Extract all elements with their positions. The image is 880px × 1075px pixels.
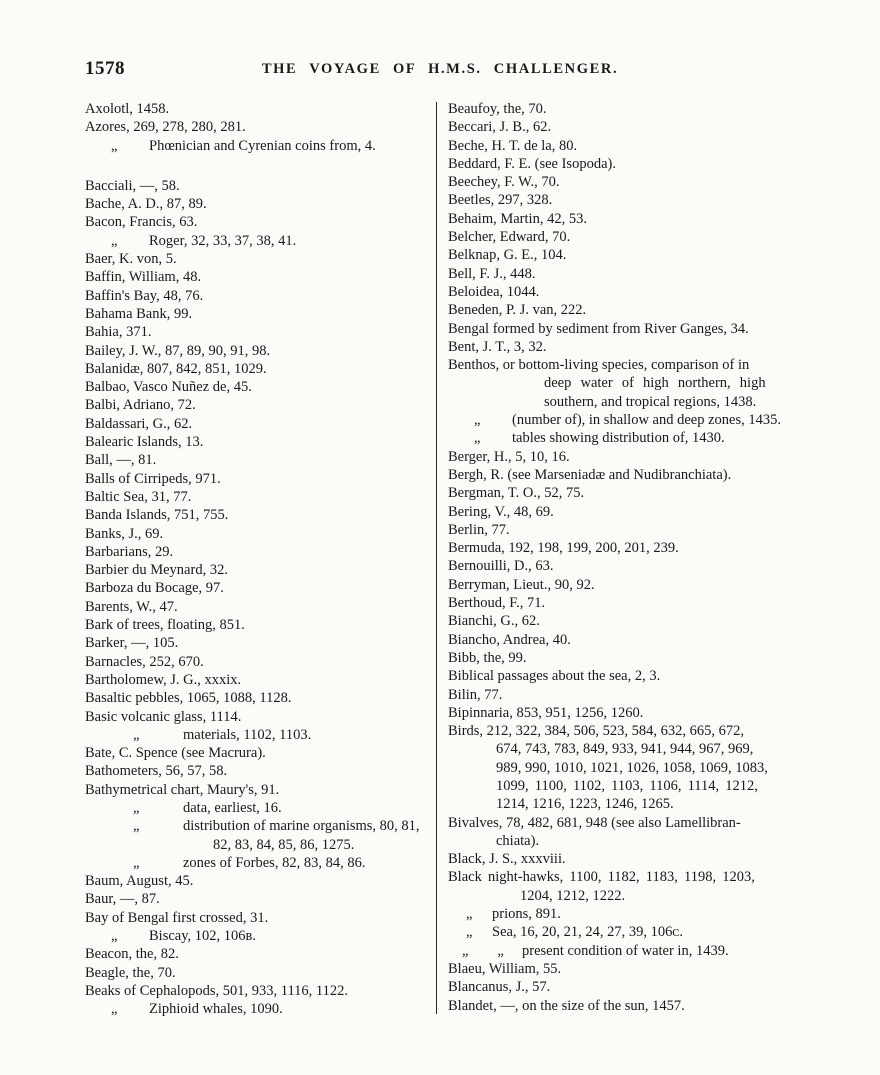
index-entry-text: Phœnician and Cyrenian coins from, 4.	[149, 137, 376, 154]
index-line	[85, 268, 436, 286]
index-line	[85, 854, 436, 872]
index-entry-text: Barents, W., 47.	[85, 598, 178, 615]
index-entry-text: Berryman, Lieut., 90, 92.	[448, 576, 595, 593]
index-line	[85, 323, 436, 341]
index-entry-text: Black, J. S., xxxviii.	[448, 851, 566, 868]
index-entry-text: 1204, 1212, 1222.	[520, 887, 626, 904]
index-line	[448, 594, 812, 612]
index-line	[448, 411, 812, 429]
index-entry-text: zones of Forbes, 82, 83, 84, 86.	[183, 854, 366, 871]
index-entry-text: prions, 891.	[492, 906, 561, 923]
index-line	[448, 649, 812, 667]
index-entry-text: Bacciali, —, 58.	[85, 177, 180, 194]
index-line	[85, 890, 436, 908]
index-entry-text: Berthoud, F., 71.	[448, 595, 546, 612]
index-line	[448, 704, 812, 722]
index-entry-text: Beaks of Cephalopods, 501, 933, 1116, 1122.	[85, 982, 348, 999]
index-line	[85, 232, 436, 250]
index-line	[448, 503, 812, 521]
index-line	[85, 137, 436, 155]
ditto-mark: „	[111, 137, 118, 154]
index-line	[448, 137, 812, 155]
index-line	[85, 118, 436, 136]
index-line	[85, 342, 436, 360]
index-entry-text: Bathometers, 56, 57, 58.	[85, 763, 228, 780]
index-line	[85, 872, 436, 890]
index-entry-text: Bent, J. T., 3, 32.	[448, 338, 547, 355]
index-entry-text: (number of), in shallow and deep zones, 1435.	[512, 412, 781, 429]
ditto-mark: „	[111, 1001, 118, 1018]
index-line	[448, 557, 812, 575]
index-line	[85, 506, 436, 524]
index-entry-text: 989, 990, 1010, 1021, 1026, 1058, 1069, 1083,	[496, 759, 768, 776]
index-line	[448, 795, 812, 813]
index-line	[85, 213, 436, 231]
section-gap	[85, 155, 436, 177]
index-entry-text: Benthos, or bottom-living species, comparison of in	[448, 357, 750, 374]
index-entry-text: Baur, —, 87.	[85, 891, 160, 908]
index-line	[85, 1000, 436, 1018]
index-line	[448, 429, 812, 447]
index-entry-text: Banda Islands, 751, 755.	[85, 507, 229, 524]
index-entry-text: Beacon, the, 82.	[85, 946, 179, 963]
index-entry-text: 1214, 1216, 1223, 1246, 1265.	[496, 796, 674, 813]
index-line	[85, 982, 436, 1000]
index-entry-text: Biblical passages about the sea, 2, 3.	[448, 668, 661, 685]
index-entry-text: Biscay, 102, 106ʙ.	[149, 928, 256, 945]
index-line	[85, 579, 436, 597]
ditto-mark: „	[466, 924, 473, 941]
index-line	[448, 191, 812, 209]
index-line	[448, 759, 812, 777]
index-entry-text: Baldassari, G., 62.	[85, 415, 193, 432]
index-column-left	[85, 100, 436, 1019]
index-line	[85, 909, 436, 927]
index-entry-text: Beloidea, 1044.	[448, 283, 540, 300]
index-line	[448, 978, 812, 996]
index-column-right	[437, 100, 812, 1015]
index-entry-text: Bianchi, G., 62.	[448, 613, 540, 630]
index-line	[85, 616, 436, 634]
index-entry-text: Bibb, the, 99.	[448, 649, 527, 666]
index-line	[85, 964, 436, 982]
index-entry-text: Blaeu, William, 55.	[448, 960, 562, 977]
index-entry-text: Barker, —, 105.	[85, 635, 179, 652]
index-columns	[85, 100, 813, 1019]
ditto-mark: „	[133, 799, 140, 816]
index-entry-text: Birds, 212, 322, 384, 506, 523, 584, 632, 665, 672,	[448, 723, 745, 740]
index-entry-text: Bergh, R. (see Marseniadæ and Nudibranchiata).	[448, 466, 732, 483]
index-entry-text: Bilin, 77.	[448, 686, 503, 703]
index-entry-text: Berger, H., 5, 10, 16.	[448, 448, 570, 465]
index-line	[85, 488, 436, 506]
index-entry-text: Bahia, 371.	[85, 324, 152, 341]
index-entry-text: Blandet, —, on the size of the sun, 1457.	[448, 997, 685, 1014]
index-entry-text: Balbi, Adriano, 72.	[85, 397, 196, 414]
index-entry-text: Bay of Bengal first crossed, 31.	[85, 909, 269, 926]
index-line	[85, 744, 436, 762]
index-line	[448, 722, 812, 740]
index-line	[85, 287, 436, 305]
index-entry-text: Bailey, J. W., 87, 89, 90, 91, 98.	[85, 342, 271, 359]
ditto-mark: „	[111, 928, 118, 945]
index-entry-text: materials, 1102, 1103.	[183, 726, 312, 743]
index-line	[448, 868, 812, 886]
index-entry-text: Azores, 269, 278, 280, 281.	[85, 119, 246, 136]
index-entry-text: 674, 743, 783, 849, 933, 941, 944, 967, 969,	[496, 741, 754, 758]
index-line	[448, 905, 812, 923]
index-entry-text: Beechey, F. W., 70.	[448, 174, 560, 191]
index-line	[448, 832, 812, 850]
index-line	[448, 942, 812, 960]
index-line	[85, 781, 436, 799]
index-entry-text: Beaufoy, the, 70.	[448, 101, 547, 117]
index-entry-text: Beddard, F. E. (see Isopoda).	[448, 155, 616, 172]
index-line	[85, 598, 436, 616]
index-line	[448, 301, 812, 319]
index-line	[85, 634, 436, 652]
index-line	[448, 997, 812, 1015]
index-entry-text: Bartholomew, J. G., xxxix.	[85, 671, 242, 688]
index-entry-text: Balearic Islands, 13.	[85, 434, 204, 451]
index-entry-text: Bathymetrical chart, Maury's, 91.	[85, 781, 280, 798]
index-line	[448, 521, 812, 539]
index-entry-text: Biancho, Andrea, 40.	[448, 631, 571, 648]
index-line	[448, 173, 812, 191]
index-entry-text: Baltic Sea, 31, 77.	[85, 488, 192, 505]
index-entry-text: Bate, C. Spence (see Macrura).	[85, 745, 266, 762]
ditto-mark: „	[474, 412, 481, 429]
index-line	[448, 466, 812, 484]
index-entry-text: Bahama Bank, 99.	[85, 305, 193, 322]
index-entry-text: Balanidæ, 807, 842, 851, 1029.	[85, 360, 267, 377]
index-line	[85, 451, 436, 469]
index-entry-text: Balbao, Vasco Nuñez de, 45.	[85, 379, 252, 396]
index-entry-text: Baer, K. von, 5.	[85, 251, 177, 268]
index-entry-text: Bell, F. J., 448.	[448, 265, 536, 282]
index-line	[85, 762, 436, 780]
index-line	[85, 543, 436, 561]
ditto-mark: „	[466, 906, 473, 923]
index-entry-text: Baum, August, 45.	[85, 873, 194, 890]
index-line	[85, 836, 436, 854]
index-line	[85, 378, 436, 396]
index-line	[448, 740, 812, 758]
index-line	[85, 653, 436, 671]
index-entry-text: Basic volcanic glass, 1114.	[85, 708, 242, 725]
index-line	[448, 777, 812, 795]
index-entry-text: Bivalves, 78, 482, 681, 948 (see also Lamellibran-	[448, 814, 741, 831]
index-line	[448, 283, 812, 301]
index-entry-text: Barboza du Bocage, 97.	[85, 580, 224, 597]
index-line	[448, 228, 812, 246]
index-line	[448, 686, 812, 704]
index-line	[85, 360, 436, 378]
index-entry-text: data, earliest, 16.	[183, 799, 282, 816]
index-line	[448, 210, 812, 228]
index-entry-text: Bergman, T. O., 52, 75.	[448, 485, 585, 502]
ditto-mark: „	[474, 430, 481, 447]
index-line	[448, 393, 812, 411]
index-line	[448, 374, 812, 392]
index-line	[448, 960, 812, 978]
index-line	[448, 448, 812, 466]
index-entry-text: Belknap, G. E., 104.	[448, 247, 567, 264]
index-line	[85, 799, 436, 817]
index-entry-text: Sea, 16, 20, 21, 24, 27, 39, 106ᴄ.	[492, 924, 683, 941]
index-entry-text: Beche, H. T. de la, 80.	[448, 137, 578, 154]
index-line	[448, 155, 812, 173]
index-entry-text: 82, 83, 84, 85, 86, 1275.	[213, 836, 355, 853]
index-entry-text: Bengal formed by sediment from River Ganges, 34.	[448, 320, 749, 337]
index-entry-text: Axolotl, 1458.	[85, 101, 170, 117]
index-line	[85, 561, 436, 579]
index-line	[85, 100, 436, 118]
index-entry-text: Berlin, 77.	[448, 521, 510, 538]
index-line	[85, 708, 436, 726]
index-line	[85, 817, 436, 835]
index-line	[448, 667, 812, 685]
index-entry-text: southern, and tropical regions, 1438.	[544, 393, 757, 410]
index-entry-text: Bark of trees, floating, 851.	[85, 617, 245, 634]
index-entry-text: distribution of marine organisms, 80, 81,	[183, 818, 420, 835]
ditto-mark: „	[111, 232, 118, 249]
ditto-mark: „	[133, 818, 140, 835]
index-line	[85, 726, 436, 744]
index-line	[448, 265, 812, 283]
index-entry-text: Banks, J., 69.	[85, 525, 164, 542]
ditto-mark: „	[133, 726, 140, 743]
index-entry-text: tables showing distribution of, 1430.	[512, 430, 725, 447]
index-line	[85, 470, 436, 488]
index-line	[448, 576, 812, 594]
index-entry-text: Beetles, 297, 328.	[448, 192, 553, 209]
index-entry-text: Balls of Cirripeds, 971.	[85, 470, 221, 487]
index-entry-text: present condition of water in, 1439.	[522, 942, 729, 959]
index-line	[448, 539, 812, 557]
index-entry-text: Belcher, Edward, 70.	[448, 229, 571, 246]
index-entry-text: 1099, 1100, 1102, 1103, 1106, 1114, 1212,	[496, 777, 758, 794]
index-line	[448, 484, 812, 502]
index-line	[85, 305, 436, 323]
index-entry-text: Baffin's Bay, 48, 76.	[85, 287, 204, 304]
index-line	[85, 671, 436, 689]
index-line	[448, 100, 812, 118]
page-number: 1578	[85, 58, 125, 79]
index-line	[448, 246, 812, 264]
index-line	[448, 631, 812, 649]
index-entry-text: Bacon, Francis, 63.	[85, 214, 198, 231]
index-entry-text: Roger, 32, 33, 37, 38, 41.	[149, 232, 297, 249]
index-entry-text: Blancanus, J., 57.	[448, 979, 551, 996]
index-entry-text: Ball, —, 81.	[85, 452, 157, 469]
ditto-mark: „	[133, 854, 140, 871]
index-entry-text: deep water of high northern, high	[544, 375, 766, 392]
index-entry-text: Beccari, J. B., 62.	[448, 119, 552, 136]
index-line	[448, 850, 812, 868]
index-line	[448, 887, 812, 905]
index-entry-text: Black night-hawks, 1100, 1182, 1183, 1198, 1203,	[448, 869, 755, 886]
index-line	[85, 945, 436, 963]
index-line	[448, 923, 812, 941]
ditto-mark: „ „	[462, 942, 504, 959]
index-entry-text: Bernouilli, D., 63.	[448, 558, 554, 575]
index-line	[85, 689, 436, 707]
index-entry-text: Barbarians, 29.	[85, 543, 174, 560]
index-line	[448, 612, 812, 630]
index-line	[448, 356, 812, 374]
index-entry-text: Beneden, P. J. van, 222.	[448, 302, 587, 319]
index-entry-text: Behaim, Martin, 42, 53.	[448, 210, 587, 227]
index-entry-text: Bipinnaria, 853, 951, 1256, 1260.	[448, 704, 644, 721]
index-entry-text: Bering, V., 48, 69.	[448, 503, 554, 520]
index-line	[85, 433, 436, 451]
index-entry-text: Barbier du Meynard, 32.	[85, 562, 228, 579]
running-title: THE VOYAGE OF H.M.S. CHALLENGER.	[261, 61, 619, 77]
index-entry-text: Basaltic pebbles, 1065, 1088, 1128.	[85, 690, 292, 707]
index-line	[448, 814, 812, 832]
index-line	[448, 118, 812, 136]
index-entry-text: Bermuda, 192, 198, 199, 200, 201, 239.	[448, 540, 679, 557]
index-entry-text: chiata).	[496, 832, 540, 849]
index-line	[85, 927, 436, 945]
index-line	[448, 320, 812, 338]
index-line	[85, 525, 436, 543]
index-line	[85, 177, 436, 195]
index-entry-text: Baffin, William, 48.	[85, 269, 202, 286]
index-entry-text: Beagle, the, 70.	[85, 964, 176, 981]
index-line	[85, 415, 436, 433]
index-entry-text: Bache, A. D., 87, 89.	[85, 196, 207, 213]
index-line	[85, 250, 436, 268]
index-entry-text: Barnacles, 252, 670.	[85, 653, 204, 670]
index-line	[85, 195, 436, 213]
index-line	[85, 396, 436, 414]
index-line	[448, 338, 812, 356]
index-entry-text: Ziphioid whales, 1090.	[149, 1001, 283, 1018]
